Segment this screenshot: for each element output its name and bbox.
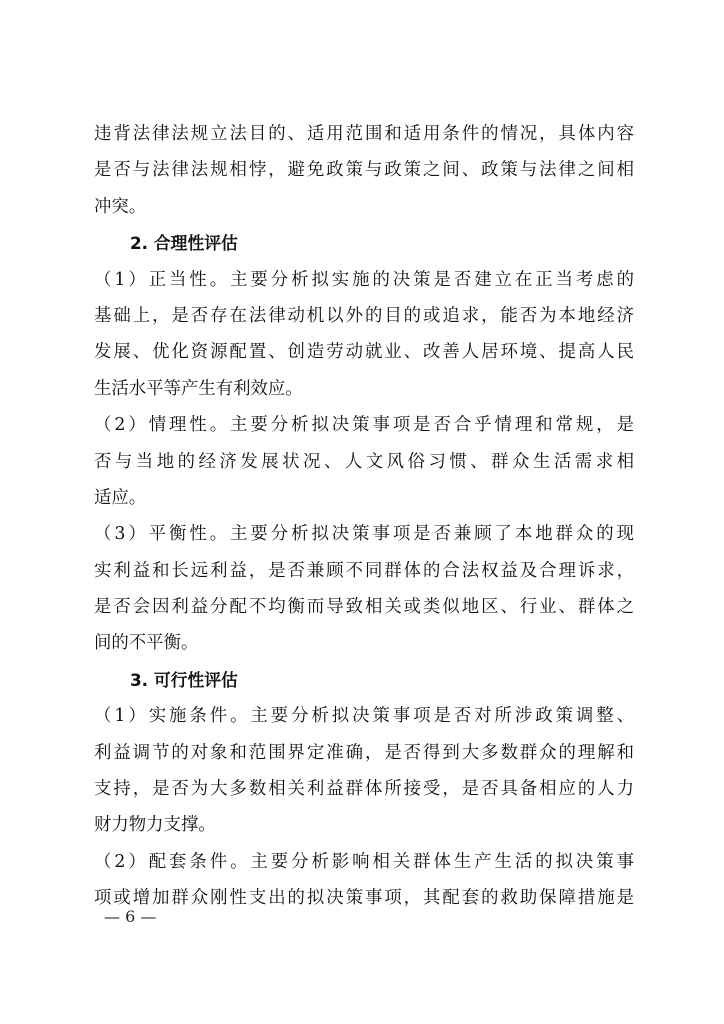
paragraph-line: 发展、优化资源配置、创造劳动就业、改善人居环境、提高人民 — [94, 342, 634, 363]
paragraph-line: 是否与法律法规相悖，避免政策与政策之间、政策与法律之间相 — [94, 160, 634, 181]
paragraph-line: 基础上，是否存在法律动机以外的目的或追求，能否为本地经济 — [94, 305, 634, 326]
paragraph-line: 违背法律法规立法目的、适用范围和适用条件的情况，具体内容 — [94, 124, 634, 144]
paragraph-line: 是否会因利益分配不均衡而导致相关或类似地区、行业、群体之 — [94, 597, 634, 618]
paragraph-line: 否与当地的经济发展状况、人文风俗习惯、群众生活需求相 — [94, 451, 634, 472]
paragraph-line: 生活水平等产生有利效应。 — [94, 378, 303, 399]
paragraph-line: （2）配套条件。主要分析影响相关群体生产生活的拟决策事 — [94, 851, 634, 872]
paragraph-line: 财力物力支撑。 — [94, 815, 216, 836]
paragraph-line: （3）平衡性。主要分析拟决策事项是否兼顾了本地群众的现 — [94, 524, 634, 545]
section-heading-feasibility: 3. 可行性评估 — [130, 669, 238, 690]
paragraph-line: （2）情理性。主要分析拟决策事项是否合乎情理和常规，是 — [94, 415, 634, 436]
paragraph-line: 利益调节的对象和范围界定准确，是否得到大多数群众的理解和 — [94, 742, 634, 763]
section-heading-rationality: 2. 合理性评估 — [130, 233, 238, 254]
paragraph-line: 间的不平衡。 — [94, 633, 199, 654]
paragraph-line: 项或增加群众刚性支出的拟决策事项，其配套的救助保障措施是 — [94, 888, 634, 909]
document-body — [94, 116, 634, 917]
paragraph-line: 冲突。 — [94, 196, 147, 217]
page-number: — 6 — — [104, 907, 157, 926]
paragraph-line: 适应。 — [94, 487, 147, 508]
paragraph-line: 实利益和长远利益，是否兼顾不同群体的合法权益及合理诉求， — [94, 560, 634, 581]
paragraph-line: 支持，是否为大多数相关利益群体所接受，是否具备相应的人力 — [94, 779, 634, 800]
paragraph-line: （1）实施条件。主要分析拟决策事项是否对所涉政策调整、 — [94, 706, 634, 727]
paragraph-line: （1）正当性。主要分析拟实施的决策是否建立在正当考虑的 — [94, 269, 634, 290]
